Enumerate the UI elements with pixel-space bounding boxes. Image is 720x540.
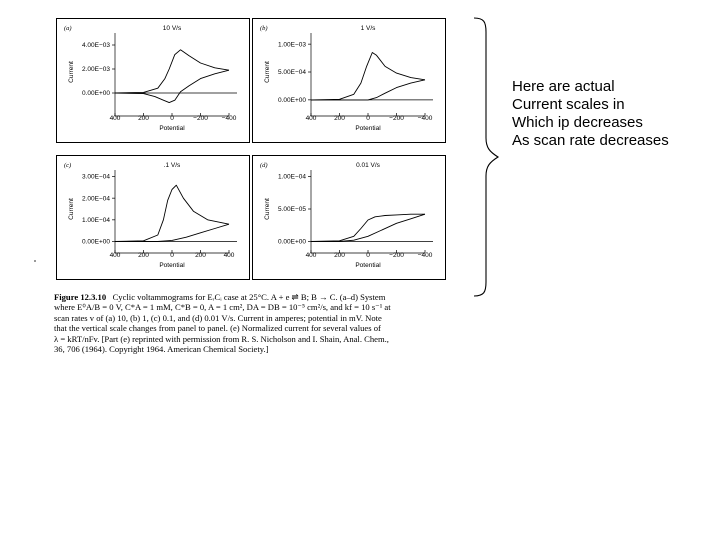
forward-scan-line	[311, 214, 425, 241]
annotation-note	[512, 78, 669, 150]
x-tick-label: −200	[389, 252, 404, 259]
caption-line-6: 36, 706 (1964). Copyright 1964. American Chemical Society.]	[54, 344, 269, 355]
caption-line-5: λ = kRT/nFv. [Part (e) reprinted with permission from R. S. Nicholson and I. Shain, Anal. Chem.,	[54, 333, 389, 344]
x-tick-label: 200	[334, 252, 345, 259]
y-axis-label: Current	[68, 198, 75, 220]
y-axis-label: Current	[264, 61, 271, 83]
x-tick-label: 0	[366, 115, 370, 122]
panel-title: 0.01 V/s	[356, 162, 380, 169]
x-tick-label: 200	[334, 115, 345, 122]
x-tick-label: 0	[366, 252, 370, 259]
caption-line-3: scan rates v of (a) 10, (b) 1, (c) 0.1, and (d) 0.01 V/s. Current in amperes; potential in mV. Note	[54, 312, 382, 323]
x-tick-label: 400	[109, 115, 121, 122]
panel-c	[56, 155, 250, 280]
y-tick-label: 1.00E−04	[81, 217, 110, 225]
y-tick-label: 1.00E−04	[277, 173, 306, 181]
y-tick-label: 1.00E−03	[277, 41, 306, 49]
x-tick-label: −400	[417, 115, 433, 122]
x-tick-label: 0	[170, 115, 174, 122]
forward-scan-line	[115, 185, 229, 241]
note-line-2: Current scales in	[512, 96, 625, 113]
x-tick-label: 400	[109, 252, 121, 259]
reverse-scan-line	[311, 214, 425, 241]
x-axis-label: Potential	[355, 125, 381, 132]
y-tick-label: 5.00E−04	[277, 69, 306, 77]
panel-a-plot	[57, 19, 249, 142]
x-axis-label: Potential	[355, 262, 381, 269]
x-axis-label: Potential	[159, 262, 185, 269]
reverse-scan-line	[115, 70, 229, 102]
y-tick-label: 0.00E+00	[277, 238, 306, 246]
x-tick-label: 400	[305, 115, 317, 122]
y-tick-label: 0.00E+00	[81, 90, 110, 98]
forward-scan-line	[115, 50, 229, 93]
panel-label: (a)	[64, 25, 72, 32]
reverse-scan-line	[311, 80, 425, 100]
stray-dot	[34, 260, 36, 262]
panel-b	[252, 18, 446, 143]
figure-caption	[54, 292, 452, 354]
y-tick-label: 4.00E−03	[81, 42, 110, 50]
caption-line-1	[54, 292, 452, 302]
x-tick-label: −200	[193, 115, 208, 122]
panel-title: .1 V/s	[163, 162, 181, 169]
caption-line-2: where E⁰A/B = 0 V, C*A = 1 mM, C*B = 0, A = 1 cm², DA = DB = 10⁻⁵ cm²/s, and kf = 10 s⁻¹ at	[54, 302, 391, 313]
x-tick-label: −400	[221, 115, 237, 122]
note-line-4: As scan rate decreases	[512, 132, 669, 149]
panel-d-plot	[253, 156, 445, 279]
caption-line-4: that the vertical scale changes from panel to panel. (e) Normalized current for several values of	[54, 323, 381, 334]
y-tick-label: 2.00E−04	[81, 195, 110, 203]
x-tick-label: 400	[223, 252, 235, 259]
right-brace	[472, 16, 502, 298]
y-tick-label: 3.00E−04	[81, 173, 110, 181]
panel-c-plot	[57, 156, 249, 279]
x-tick-label: 200	[138, 252, 149, 259]
x-tick-label: 0	[170, 252, 174, 259]
panel-b-plot	[253, 19, 445, 142]
reverse-scan-line	[115, 224, 229, 241]
panel-title: 10 V/s	[162, 25, 182, 32]
panel-title: 1 V/s	[360, 25, 376, 32]
panel-label: (d)	[260, 162, 268, 169]
forward-scan-line	[311, 53, 425, 100]
x-tick-label: −200	[389, 115, 404, 122]
panel-label: (c)	[64, 162, 72, 169]
panel-label: (b)	[260, 25, 268, 32]
note-line-1: Here are actual	[512, 78, 615, 95]
figure-label: Figure 12.3.10	[54, 292, 107, 302]
x-axis-label: Potential	[159, 125, 185, 132]
y-tick-label: 0.00E+00	[81, 238, 110, 246]
note-line-3: Which ip decreases	[512, 114, 643, 131]
y-axis-label: Current	[68, 61, 75, 83]
y-tick-label: 0.00E+00	[277, 97, 306, 105]
x-tick-label: 200	[138, 115, 149, 122]
y-tick-label: 5.00E−05	[277, 206, 306, 214]
x-tick-label: 200	[195, 252, 206, 259]
y-axis-label: Current	[264, 198, 271, 220]
figure	[56, 18, 450, 280]
y-tick-label: 2.00E−03	[81, 66, 110, 74]
caption-text-1: Cyclic voltammograms for EᵣCᵢ case at 25°C. A + e ⇌ B; B → C. (a–d) System	[112, 292, 386, 302]
x-tick-label: −400	[417, 252, 433, 259]
x-tick-label: 400	[305, 252, 317, 259]
panel-a	[56, 18, 250, 143]
panel-d	[252, 155, 446, 280]
